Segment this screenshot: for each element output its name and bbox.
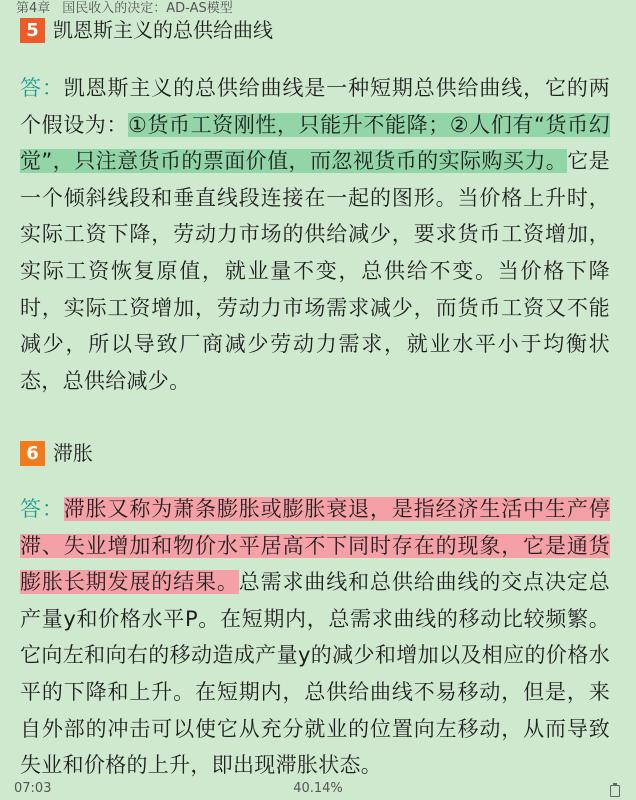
section-5-intro-text: 凯恩斯主义的总供给曲线是一种短期总供给曲线，它的两个假设为： [20,76,610,137]
chapter-title: 国民收入的决定：AD-AS模型 [62,1,233,16]
section-6-heading [20,439,93,467]
section-6-highlight: 滞胀又称为萧条膨胀或膨胀衰退，是指经济生活中生产停滞、失业增加和物价水平居高不下同时存在的现象，它是通货膨胀长期发展的结果。 [20,497,610,595]
clock-time: 07:03 [14,781,52,796]
section-6-body-text: 总需求曲线和总供给曲线的交点决定总产量y和价格水平P。在短期内，总需求曲线的移动比较频繁。它向左和向右的移动造成产量y的减少和增加以及相应的价格水平的下降和上升。在短期内，总供给曲线不易移动，但是，来自外部的冲击可以使它从充分就业的位置向左移动，从而导致失业和价格的上升，即出现滞胀状态。 [20,570,610,778]
section-6-answer [20,491,610,784]
section-5-heading [20,16,273,44]
section-6-title: 滞胀 [53,441,93,465]
battery-icon [610,785,620,797]
reader-status-bar [0,778,636,800]
section-5-title: 凯恩斯主义的总供给曲线 [53,18,273,42]
chapter-number: 第4章 [16,1,51,16]
reading-progress: 40.14% [293,781,343,796]
section-5-highlight: ①货币工资刚性，只能升不能降；②人们有“货币幻觉”，只注意货币的票面价值，而忽视货币的实际购买力。 [20,112,610,174]
section-5-body-text: 它是一个倾斜线段和垂直线段连接在一起的图形。当价格上升时，实际工资下降，劳动力市场的供给减少，要求货币工资增加，实际工资恢复原值，就业量不变，总供给不变。当价格下降时，实际工资增加，劳动力市场需求减少，而货币工资又不能减少，所以导致厂商减少劳动力需求，就业水平小于均衡状态，总供给减少。 [20,149,610,393]
section-5-answer [20,70,610,399]
section-6-number-badge: 6 [20,441,45,466]
answer-label: 答： [20,497,64,521]
section-5-number-badge: 5 [20,18,45,43]
answer-label: 答： [20,76,64,100]
